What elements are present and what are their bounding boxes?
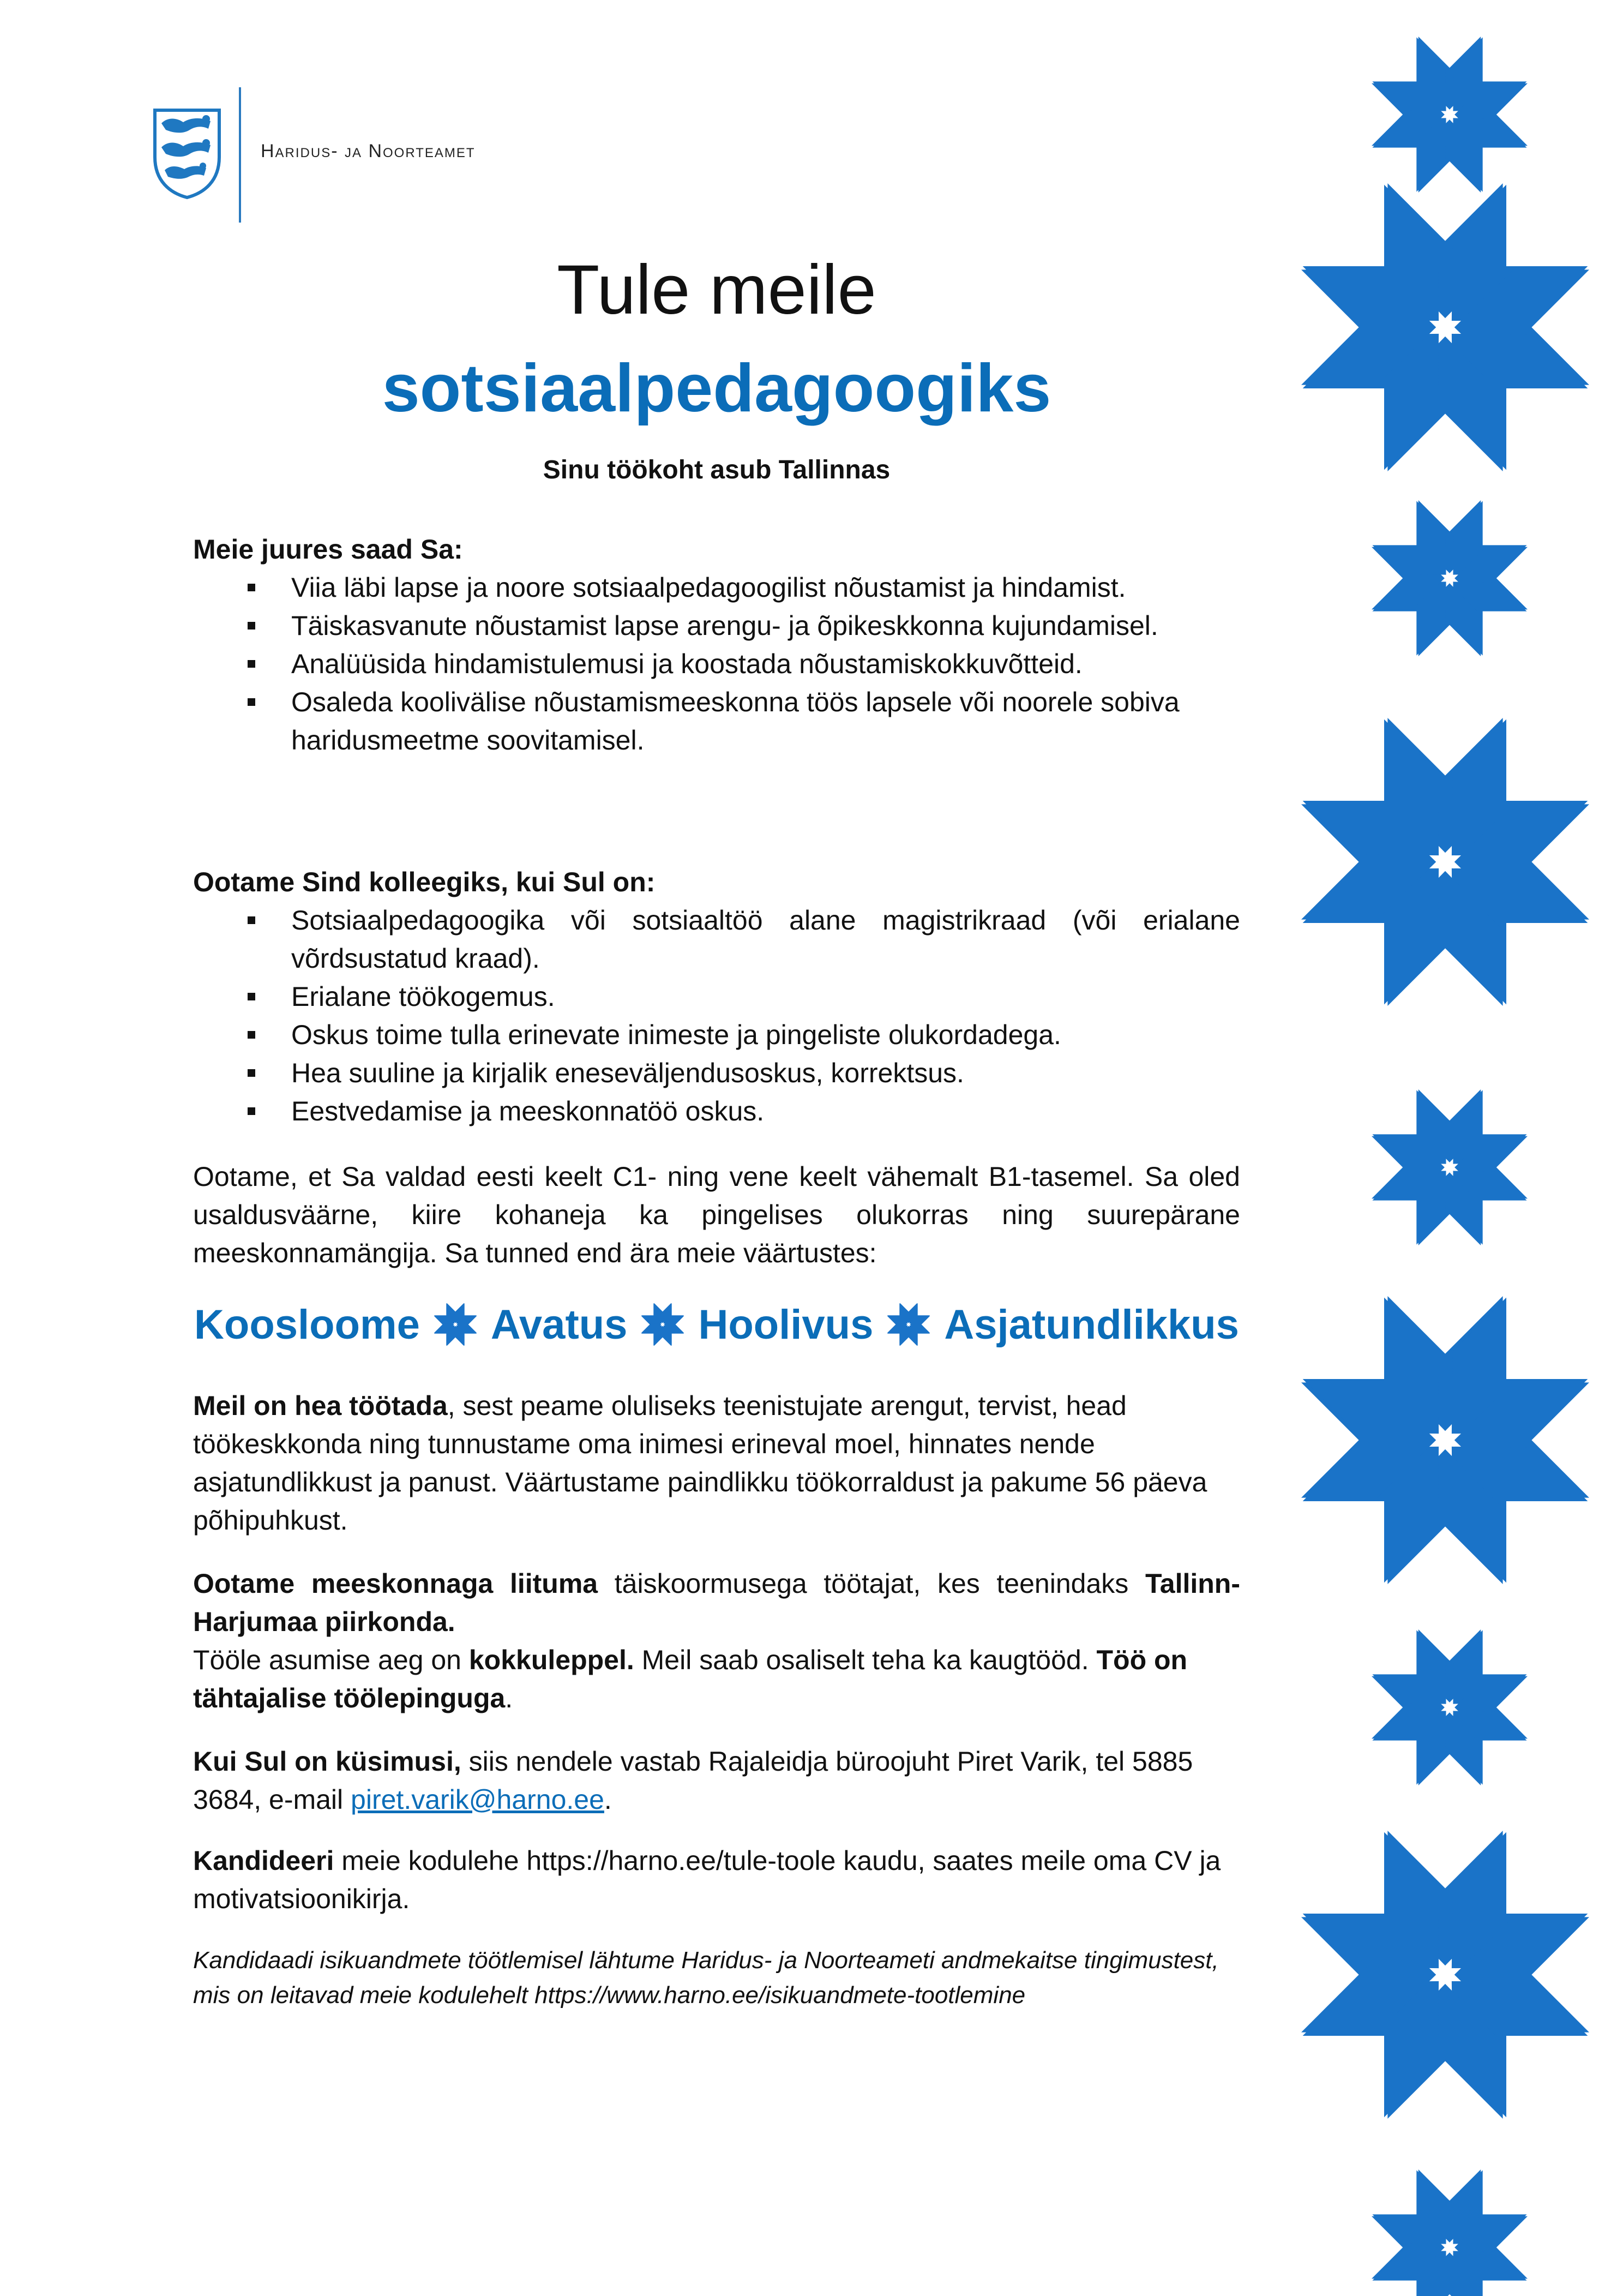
title-line-1: Tule meile bbox=[557, 251, 876, 329]
languages-paragraph: Ootame, et Sa valdad eesti keelt C1- ning vene keelt vähemalt B1-tasemel. Sa oled usaldusväärne, kiire kohaneja ka pingelises olukorras ning suurepärane meeskonnamängija. Sa tunned end ära meie väärtustes: bbox=[193, 1161, 1240, 1268]
subtitle: Sinu töökoht asub Tallinnas bbox=[543, 455, 891, 484]
list-item: Oskus toime tulla erinevate inimeste ja pingeliste olukordadega. bbox=[193, 1016, 1240, 1054]
snowflake-star-icon bbox=[1301, 1831, 1589, 2119]
snowflake-star-icon bbox=[1301, 718, 1589, 1006]
value-label: Koosloome bbox=[194, 1301, 420, 1348]
snowflake-star-icon bbox=[1301, 1296, 1589, 1584]
value-label: Asjatundlikkus bbox=[944, 1301, 1239, 1348]
snowflake-star-icon bbox=[1301, 183, 1589, 471]
list-item: Viia läbi lapse ja noore sotsiaalpedagoogilist nõustamist ja hindamist. bbox=[193, 568, 1240, 607]
list-item: Analüüsida hindamistulemusi ja koostada nõustamiskokkuvõtteid. bbox=[193, 645, 1240, 683]
benefits-bold: Meil on hea töötada bbox=[193, 1390, 448, 1421]
offer-section bbox=[193, 530, 1240, 759]
value-label: Hoolivus bbox=[698, 1301, 874, 1348]
offer-heading: Meie juures saad Sa: bbox=[193, 534, 463, 565]
snowflake-star-icon bbox=[885, 1301, 932, 1348]
org-name: Haridus- ja Noorteamet bbox=[261, 141, 476, 161]
position-paragraph: Ootame meeskonnaga liituma täiskoormusega töötajat, kes teenindaks Tallinn-Harjumaa piirkonda. Tööle asumise aeg on kokkuleppel. Meil saab osaliselt teha ka kaugtööd. Töö on tähtajalise töölepinguga. bbox=[193, 1568, 1240, 1713]
privacy-note: Kandidaadi isikuandmete töötlemisel lähtume Haridus- ja Noorteameti andmekaitse tingimustest, mis on leitavad meie kodulehelt https://www.harno.ee/isikuandmete-tootlemine bbox=[193, 1947, 1219, 2009]
values-row bbox=[193, 1292, 1240, 1357]
snowflake-star-icon bbox=[1372, 37, 1528, 193]
requirements-section bbox=[193, 863, 1240, 1130]
apply-paragraph: Kandideeri meie kodulehe https://harno.ee/tule-toole kaudu, saates meile oma CV ja motivatsioonikirja. bbox=[193, 1845, 1221, 1914]
benefits-paragraph: Meil on hea töötada, sest peame oluliseks teenistujate arengut, tervist, head töökeskkonda ning tunnustame oma inimesi erineval moel, hinnates nende asjatundlikkust ja panust. Väärtustame paindlikku töökorraldust ja pakume 56 päeva põhipuhkust. bbox=[193, 1390, 1207, 1536]
list-item: Osaleda koolivälise nõustamismeeskonna töös lapsele või noorele sobiva haridusmeetme soovitamisel. bbox=[193, 683, 1240, 759]
requirements-list bbox=[193, 901, 1240, 1130]
title-line-2: sotsiaalpedagoogiks bbox=[382, 351, 1051, 426]
requirements-heading: Ootame Sind kolleegiks, kui Sul on: bbox=[193, 867, 656, 897]
list-item: Erialane töökogemus. bbox=[193, 978, 1240, 1016]
snowflake-star-icon bbox=[639, 1301, 686, 1348]
snowflake-star-icon bbox=[1372, 1629, 1528, 1785]
list-item: Täiskasvanute nõustamist lapse arengu- ja õpikeskkonna kujundamisel. bbox=[193, 607, 1240, 645]
snowflake-star-icon bbox=[432, 1301, 479, 1348]
contact-paragraph: Kui Sul on küsimusi, siis nendele vastab Rajaleidja büroojuht Piret Varik, tel 5885 3684, e-mail piret.varik@harno.ee. bbox=[193, 1746, 1193, 1815]
offer-list bbox=[193, 568, 1240, 759]
logo-divider bbox=[239, 87, 241, 223]
snowflake-star-icon bbox=[1372, 2169, 1528, 2296]
list-item: Hea suuline ja kirjalik eneseväljendusoskus, korrektsus. bbox=[193, 1054, 1240, 1092]
list-item: Eestvedamise ja meeskonnatöö oskus. bbox=[193, 1092, 1240, 1130]
decorative-star-column bbox=[1249, 0, 1623, 2296]
snowflake-star-icon bbox=[1372, 500, 1528, 656]
list-item: Sotsiaalpedagoogika või sotsiaaltöö alane magistrikraad (või erialane võrdsustatud kraad). bbox=[193, 901, 1240, 978]
value-label: Avatus bbox=[490, 1301, 628, 1348]
snowflake-star-icon bbox=[1372, 1089, 1528, 1245]
estonian-coat-of-arms-icon bbox=[152, 107, 223, 200]
email-link[interactable]: piret.varik@harno.ee bbox=[351, 1784, 604, 1815]
